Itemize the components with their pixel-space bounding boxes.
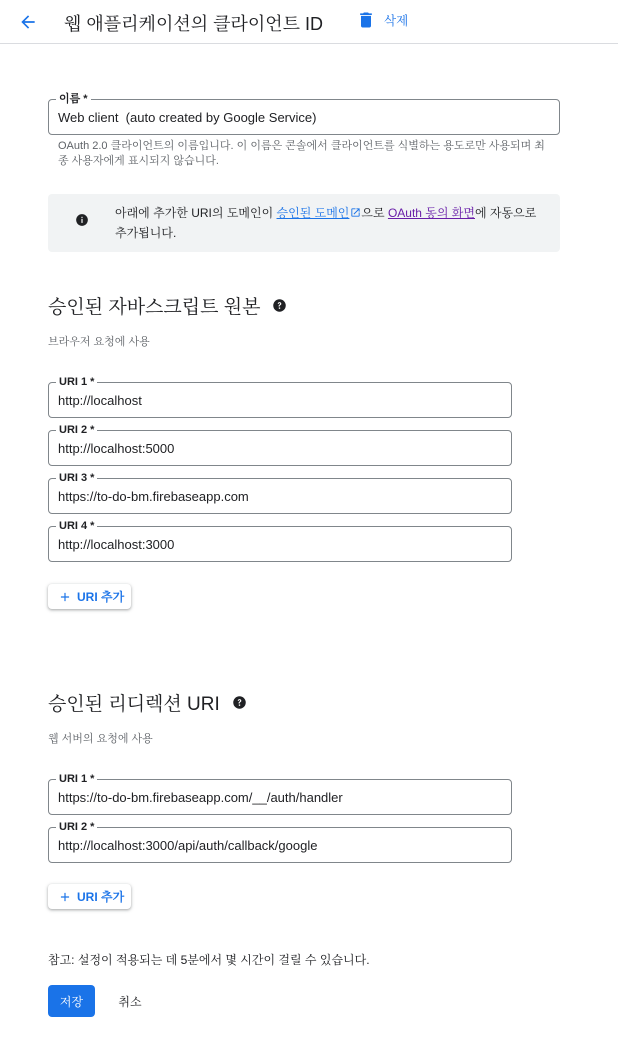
name-field [48,93,560,135]
cancel-button[interactable]: 취소 [105,985,155,1017]
redirect-uri-1-label: URI 1 * [56,772,97,786]
help-icon[interactable] [272,298,287,313]
external-link-icon [350,207,361,218]
js-origin-uri-4-input[interactable] [58,527,502,561]
redirect-uris-title [48,689,247,716]
authorized-domains-link[interactable] [277,206,350,220]
page-title: 웹 애플리케이션의 클라이언트 ID [64,14,324,34]
notice-text-middle: 으로 [361,206,388,220]
js-origin-uri-3-input[interactable] [58,479,502,513]
oauth-consent-link[interactable] [388,206,475,220]
back-button[interactable] [14,8,42,36]
plus-icon [58,590,72,604]
js-origin-uri-1 [48,376,512,418]
name-field-label: 이름 * [56,92,91,106]
help-icon[interactable] [232,695,247,710]
page-header [0,0,618,44]
js-origin-uri-2-input[interactable] [58,431,502,465]
redirect-uris-title-text: 승인된 리디렉션 URI [48,694,220,715]
plus-icon [58,890,72,904]
settings-delay-note: 참고: 설정이 적용되는 데 5분에서 몇 시간이 걸릴 수 있습니다. [48,953,370,967]
redirect-uri-2-label: URI 2 * [56,820,97,834]
js-origins-title [48,292,287,319]
redirect-uri-1 [48,773,512,815]
js-origin-uri-4 [48,520,512,562]
js-origin-uri-1-input[interactable] [58,383,502,417]
trash-icon [356,10,376,30]
arrow-back-icon [18,12,38,32]
notice-text [115,203,545,243]
js-origin-uri-4-label: URI 4 * [56,519,97,533]
js-origin-uri-2 [48,424,512,466]
save-button[interactable]: 저장 [48,985,95,1017]
add-redirect-uri-button[interactable] [48,884,131,909]
redirect-uri-2-input[interactable] [58,828,502,862]
name-input[interactable] [58,100,548,134]
add-js-origin-label: URI 추가 [77,590,125,604]
redirect-uri-1-input[interactable] [58,780,502,814]
js-origin-uri-3-label: URI 3 * [56,471,97,485]
js-origin-uri-3 [48,472,512,514]
delete-button[interactable] [356,8,408,32]
redirect-uris-description: 웹 서버의 요청에 사용 [48,733,153,745]
domain-notice [48,194,560,252]
redirect-uri-2 [48,821,512,863]
notice-text-after: 에 자동으로 추가됩니다. [115,206,537,240]
add-redirect-uri-label: URI 추가 [77,890,125,904]
add-js-origin-button[interactable] [48,584,131,609]
delete-label: 삭제 [384,14,409,28]
js-origin-uri-1-label: URI 1 * [56,375,97,389]
js-origin-uri-2-label: URI 2 * [56,423,97,437]
js-origins-title-text: 승인된 자바스크립트 원본 [48,297,261,318]
oauth-consent-link-label: OAuth 동의 화면 [387,206,475,220]
js-origins-description: 브라우저 요청에 사용 [48,336,150,348]
notice-text-before: 아래에 추가한 URI의 도메인이 [115,206,277,220]
authorized-domains-link-label: 승인된 도메인 [276,206,350,220]
info-icon [75,213,89,227]
name-helper-text: OAuth 2.0 클라이언트의 이름입니다. 이 이름은 콘솔에서 클라이언트를 식별하는 용도로만 사용되며 최종 사용자에게 표시되지 않습니다. [58,140,545,167]
